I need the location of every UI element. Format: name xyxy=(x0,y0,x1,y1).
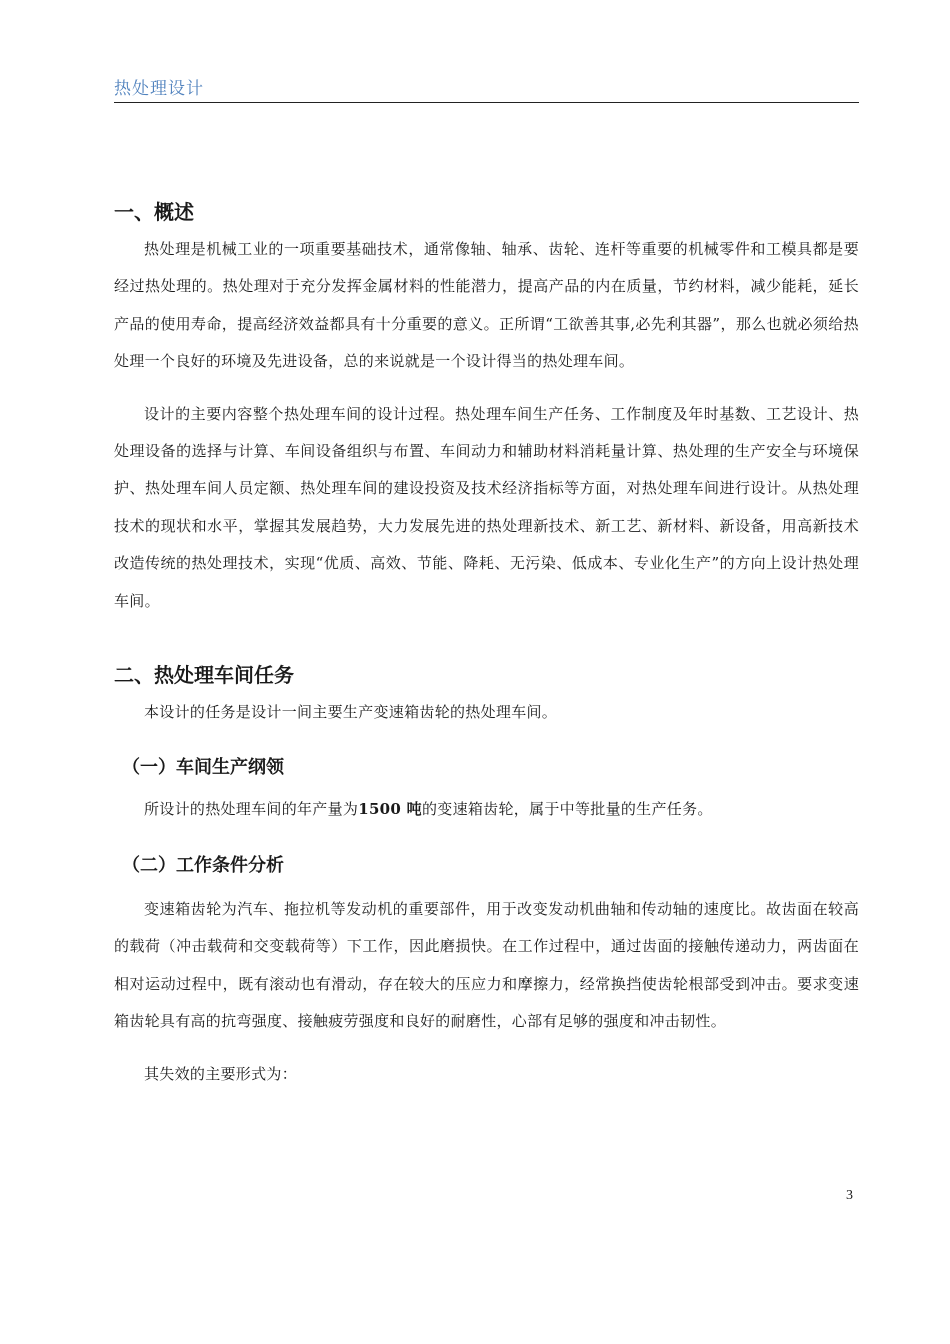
production-text-before: 所设计的热处理车间的年产量为 xyxy=(144,800,359,819)
subsection-heading-production-program: （一）车间生产纲领 xyxy=(122,757,284,779)
document-body xyxy=(114,195,859,1093)
production-text-after: 的变速箱齿轮，属于中等批量的生产任务。 xyxy=(421,800,713,819)
production-quantity: 1500 吨 xyxy=(358,800,422,819)
tasks-paragraph-1: 本设计的任务是设计一间主要生产变速箱齿轮的热处理车间。 xyxy=(144,703,558,722)
working-conditions-paragraph: 变速箱齿轮为汽车、拖拉机等发动机的重要部件，用于改变发动机曲轴和传动轴的速度比。故齿面在较高的载荷（冲击载荷和交变载荷等）下工作，因此磨损快。在工作过程中，通过齿面的接触传递动力，两齿面在相对运动过程中，既有滚动也有滑动，存在较大的压应力和摩擦力，经常换挡使齿轮根部受到冲击。要求变速箱齿轮具有高的抗弯强度、接触疲劳强度和良好的耐磨性，心部有足够的强度和冲击韧性。 xyxy=(114,899,859,1031)
page-header xyxy=(114,70,859,103)
overview-paragraph-2: 设计的主要内容整个热处理车间的设计过程。热处理车间生产任务、工作制度及年时基数、工艺设计、热处理设备的选择与计算、车间设备组织与布置、车间动力和辅助材料消耗量计算、热处理的生产安全与环境保护、热处理车间人员定额、热处理车间的建设投资及技术经济指标等方面，对热处理车间进行设计。从热处理技术的现状和水平，掌握其发展趋势，大力发展先进的热处理新技术、新工艺、新材料、新设备，用高新技术改造传统的热处理技术，实现“优质、高效、节能、降耗、无污染、低成本、专业化生产”的方向上设计热处理车间。 xyxy=(114,404,859,610)
failure-forms-paragraph: 其失效的主要形式为： xyxy=(144,1064,298,1083)
page-number: 3 xyxy=(846,1188,853,1203)
section-heading-overview: 一、概述 xyxy=(114,200,194,224)
production-program-paragraph xyxy=(114,791,859,828)
overview-paragraph-1: 热处理是机械工业的一项重要基础技术，通常像轴、轴承、齿轮、连杆等重要的机械零件和工模具都是要经过热处理的。热处理对于充分发挥金属材料的性能潜力，提高产品的内在质量，节约材料，减少能耗，延长产品的使用寿命，提高经济效益都具有十分重要的意义。正所谓“工欲善其事,必先利其器”，那么也就必须给热处理一个良好的环境及先进设备，总的来说就是一个设计得当的热处理车间。 xyxy=(114,240,859,371)
section-heading-tasks: 二、热处理车间任务 xyxy=(114,663,294,688)
subsection-heading-working-conditions: （二）工作条件分析 xyxy=(122,854,284,876)
header-title: 热处理设计 xyxy=(114,79,204,99)
